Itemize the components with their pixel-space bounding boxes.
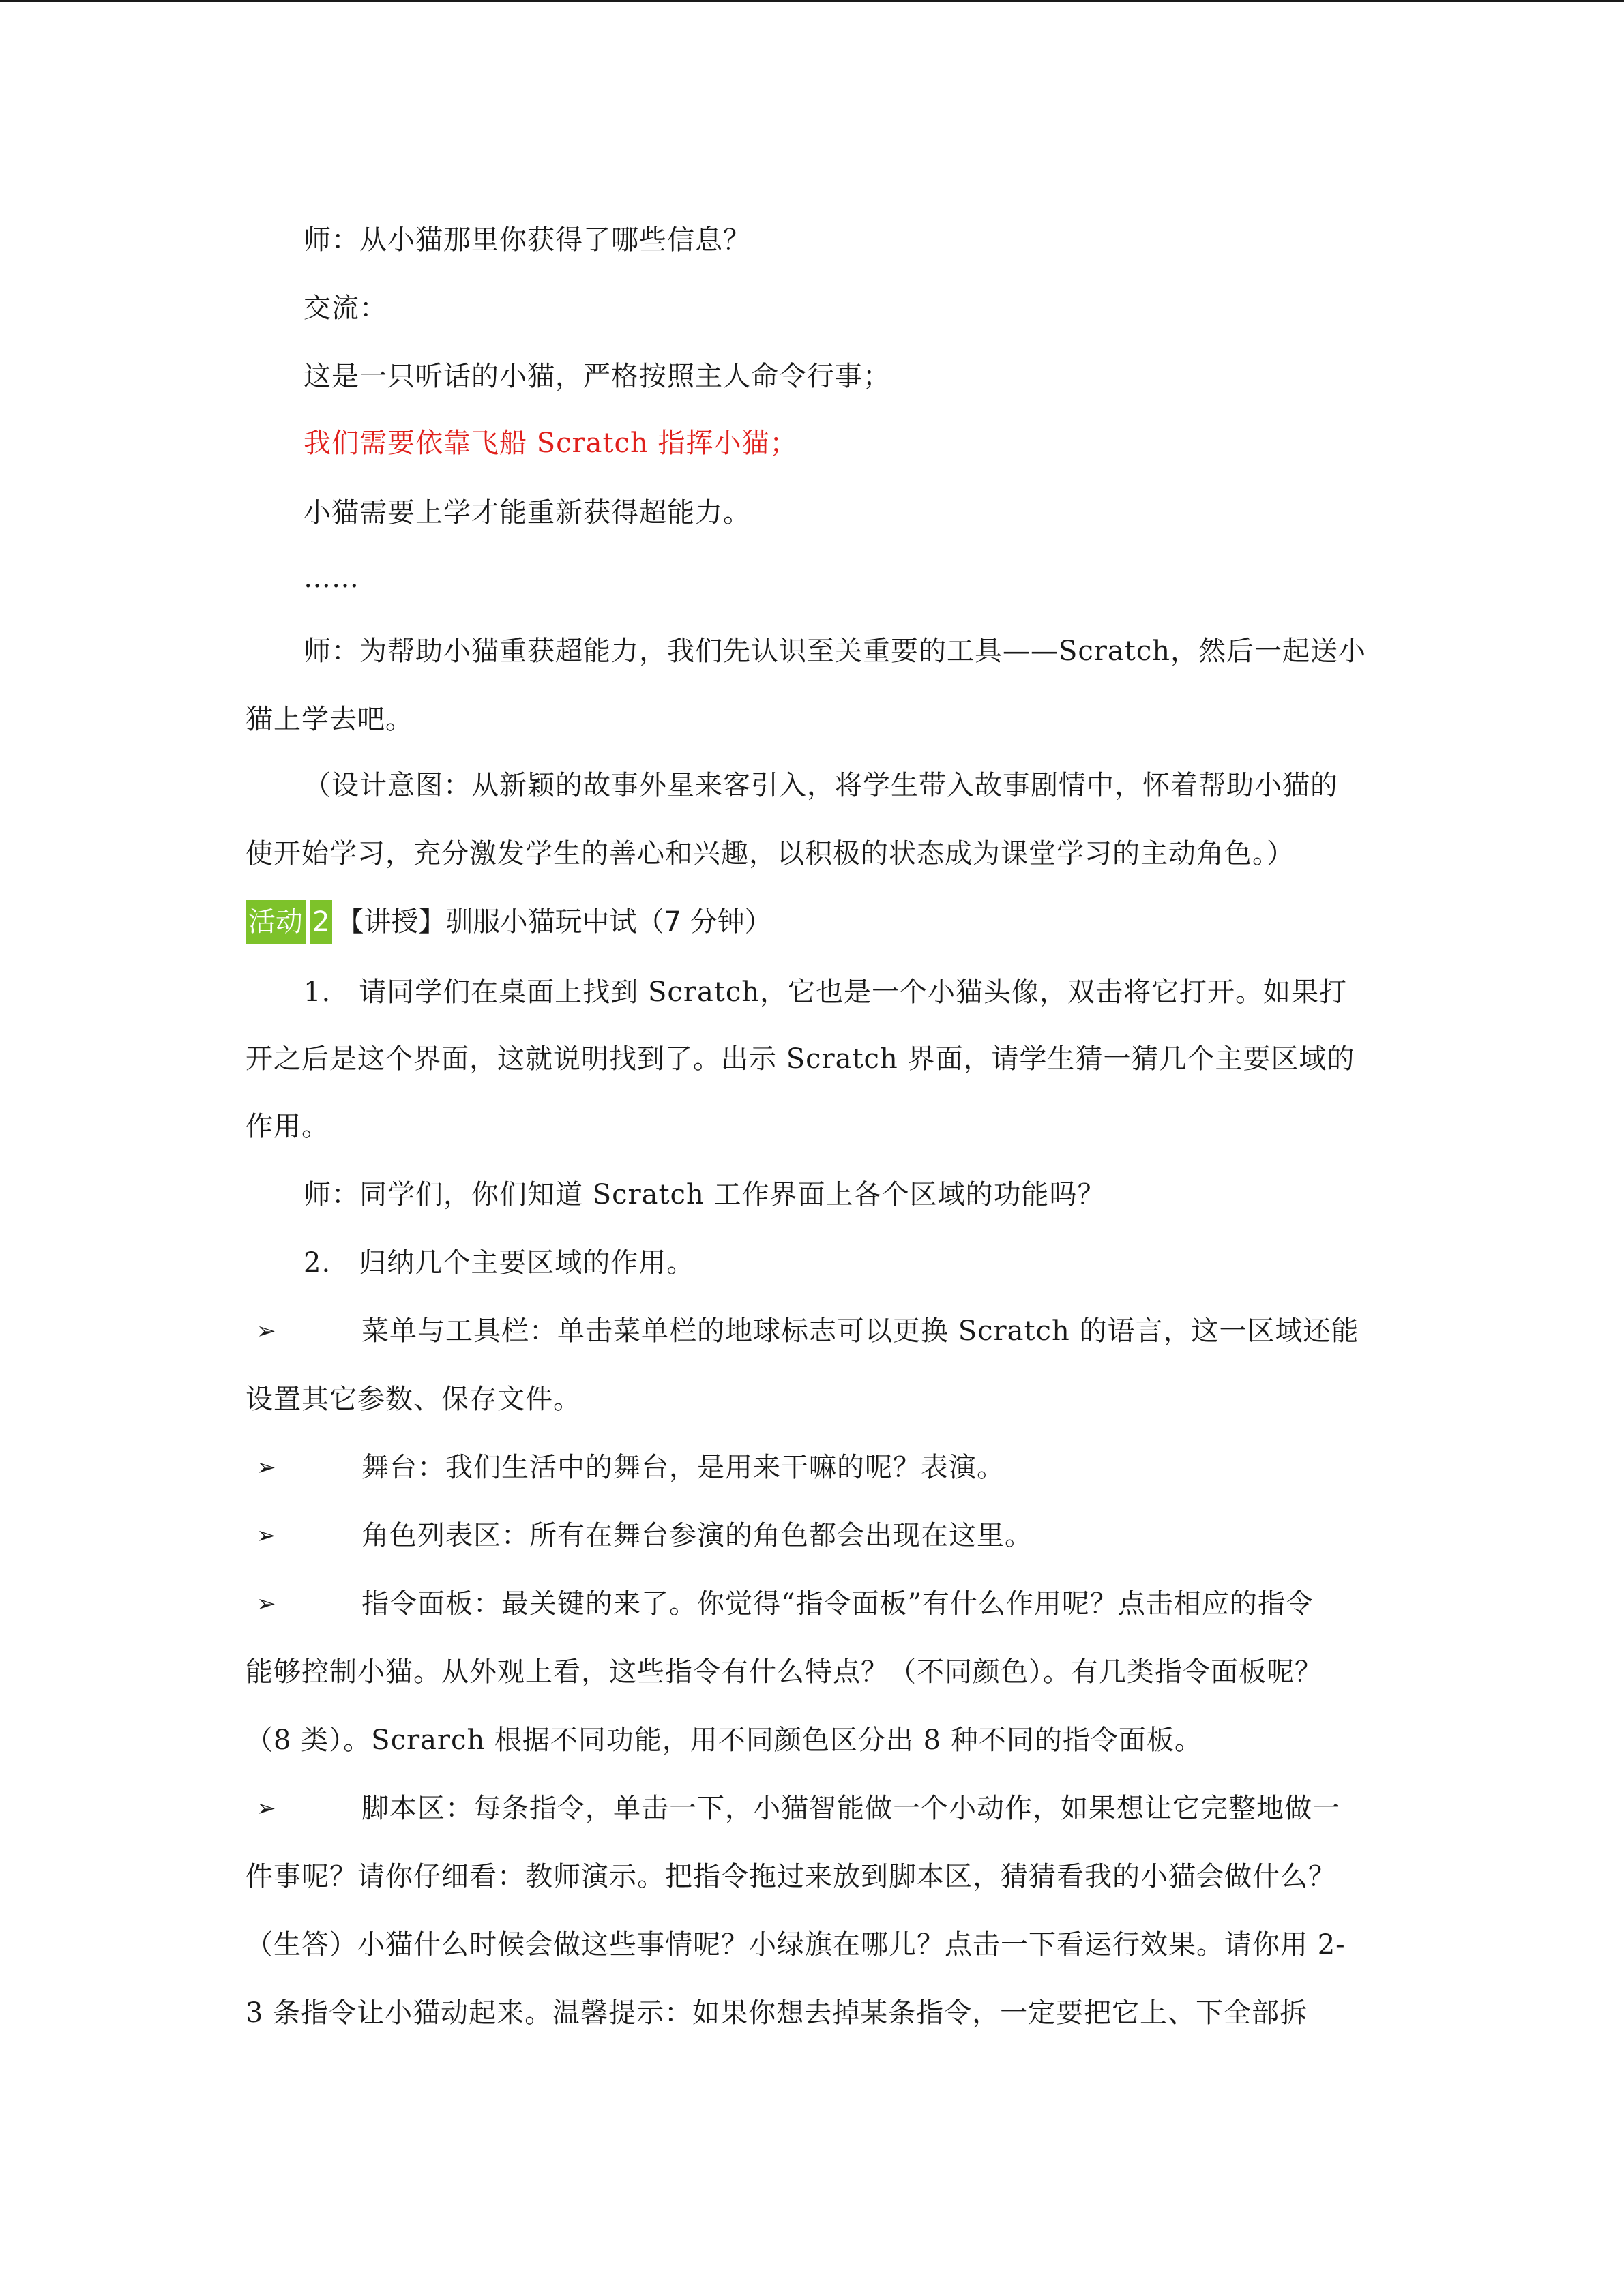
bullet-icon: ➢ bbox=[256, 1317, 276, 1345]
paragraph-ellipsis: …… bbox=[304, 563, 359, 594]
paragraph-exchange: 交流： bbox=[304, 293, 387, 324]
list-item-1: 1. 请同学们在桌面上找到 Scratch，它也是一个小猫头像，双击将它打开。如果打 bbox=[304, 976, 1348, 1008]
bullet-script-area-cont3: 3 条指令让小猫动起来。温馨提示：如果你想去掉某条指令，一定要把它上、下全部拆 bbox=[246, 1997, 1308, 2029]
bullet-script-area: 脚本区：每条指令，单击一下，小猫智能做一个小动作，如果想让它完整地做一 bbox=[361, 1793, 1340, 1824]
paragraph-teacher-intro-cont: 猫上学去吧。 bbox=[246, 704, 413, 735]
bullet-script-area-cont2: （生答）小猫什么时候会做这些事情呢？小绿旗在哪儿？点击一下看运行效果。请你用 2- bbox=[246, 1929, 1346, 1960]
bullet-blocks-palette: 指令面板：最关键的来了。你觉得“指令面板”有什么作用呢？点击相应的指令 bbox=[361, 1588, 1314, 1620]
paragraph-teacher-question: 师：从小猫那里你获得了哪些信息？ bbox=[304, 224, 751, 256]
bullet-script-area-cont: 件事呢？请你仔细看：教师演示。把指令拖过来放到脚本区，猜猜看我的小猫会做什么？ bbox=[246, 1861, 1336, 1892]
activity-heading bbox=[246, 900, 772, 944]
bullet-blocks-palette-cont2: （8 类）。Scrarch 根据不同功能，用不同颜色区分出 8 种不同的指令面板。 bbox=[246, 1725, 1202, 1756]
paragraph-red-highlight: 我们需要依靠飞船 Scratch 指挥小猫； bbox=[304, 428, 798, 459]
paragraph-design-intent-cont: 使开始学习，充分激发学生的善心和兴趣，以积极的状态成为课堂学习的主动角色。） bbox=[246, 838, 1295, 869]
bullet-icon: ➢ bbox=[256, 1522, 276, 1549]
activity-title: 【讲授】驯服小猫玩中试（7 分钟） bbox=[336, 906, 772, 938]
paragraph-design-intent: （设计意图：从新颖的故事外星来客引入，将学生带入故事剧情中，怀着帮助小猫的 bbox=[304, 770, 1338, 801]
list-item-1-cont2: 作用。 bbox=[246, 1111, 329, 1142]
list-item-2: 2. 归纳几个主要区域的作用。 bbox=[304, 1247, 695, 1279]
list-item-1-cont: 开之后是这个界面，这就说明找到了。出示 Scratch 界面，请学生猜一猜几个主要区域的 bbox=[246, 1043, 1355, 1075]
bullet-sprite-list: 角色列表区：所有在舞台参演的角色都会出现在这里。 bbox=[361, 1520, 1033, 1551]
activity-label: 活动 bbox=[246, 900, 306, 944]
bullet-icon: ➢ bbox=[256, 1590, 276, 1617]
bullet-icon: ➢ bbox=[256, 1454, 276, 1481]
bullet-blocks-palette-cont: 能够控制小猫。从外观上看，这些指令有什么特点？（不同颜色）。有几类指令面板呢？ bbox=[246, 1656, 1323, 1688]
activity-number: 2 bbox=[310, 900, 332, 944]
bullet-menu-toolbar-cont: 设置其它参数、保存文件。 bbox=[246, 1384, 581, 1415]
paragraph-teacher-areas: 师：同学们，你们知道 Scratch 工作界面上各个区域的功能吗？ bbox=[304, 1179, 1106, 1210]
bullet-icon: ➢ bbox=[256, 1795, 276, 1822]
bullet-menu-toolbar: 菜单与工具栏：单击菜单栏的地球标志可以更换 Scratch 的语言，这一区域还能 bbox=[361, 1315, 1359, 1347]
paragraph-superpower: 小猫需要上学才能重新获得超能力。 bbox=[304, 497, 751, 528]
paragraph-obedient-cat: 这是一只听话的小猫，严格按照主人命令行事； bbox=[304, 361, 891, 392]
paragraph-teacher-intro: 师：为帮助小猫重获超能力，我们先认识至关重要的工具——Scratch，然后一起送小 bbox=[304, 636, 1367, 667]
bullet-stage: 舞台：我们生活中的舞台，是用来干嘛的呢？表演。 bbox=[361, 1452, 1005, 1483]
